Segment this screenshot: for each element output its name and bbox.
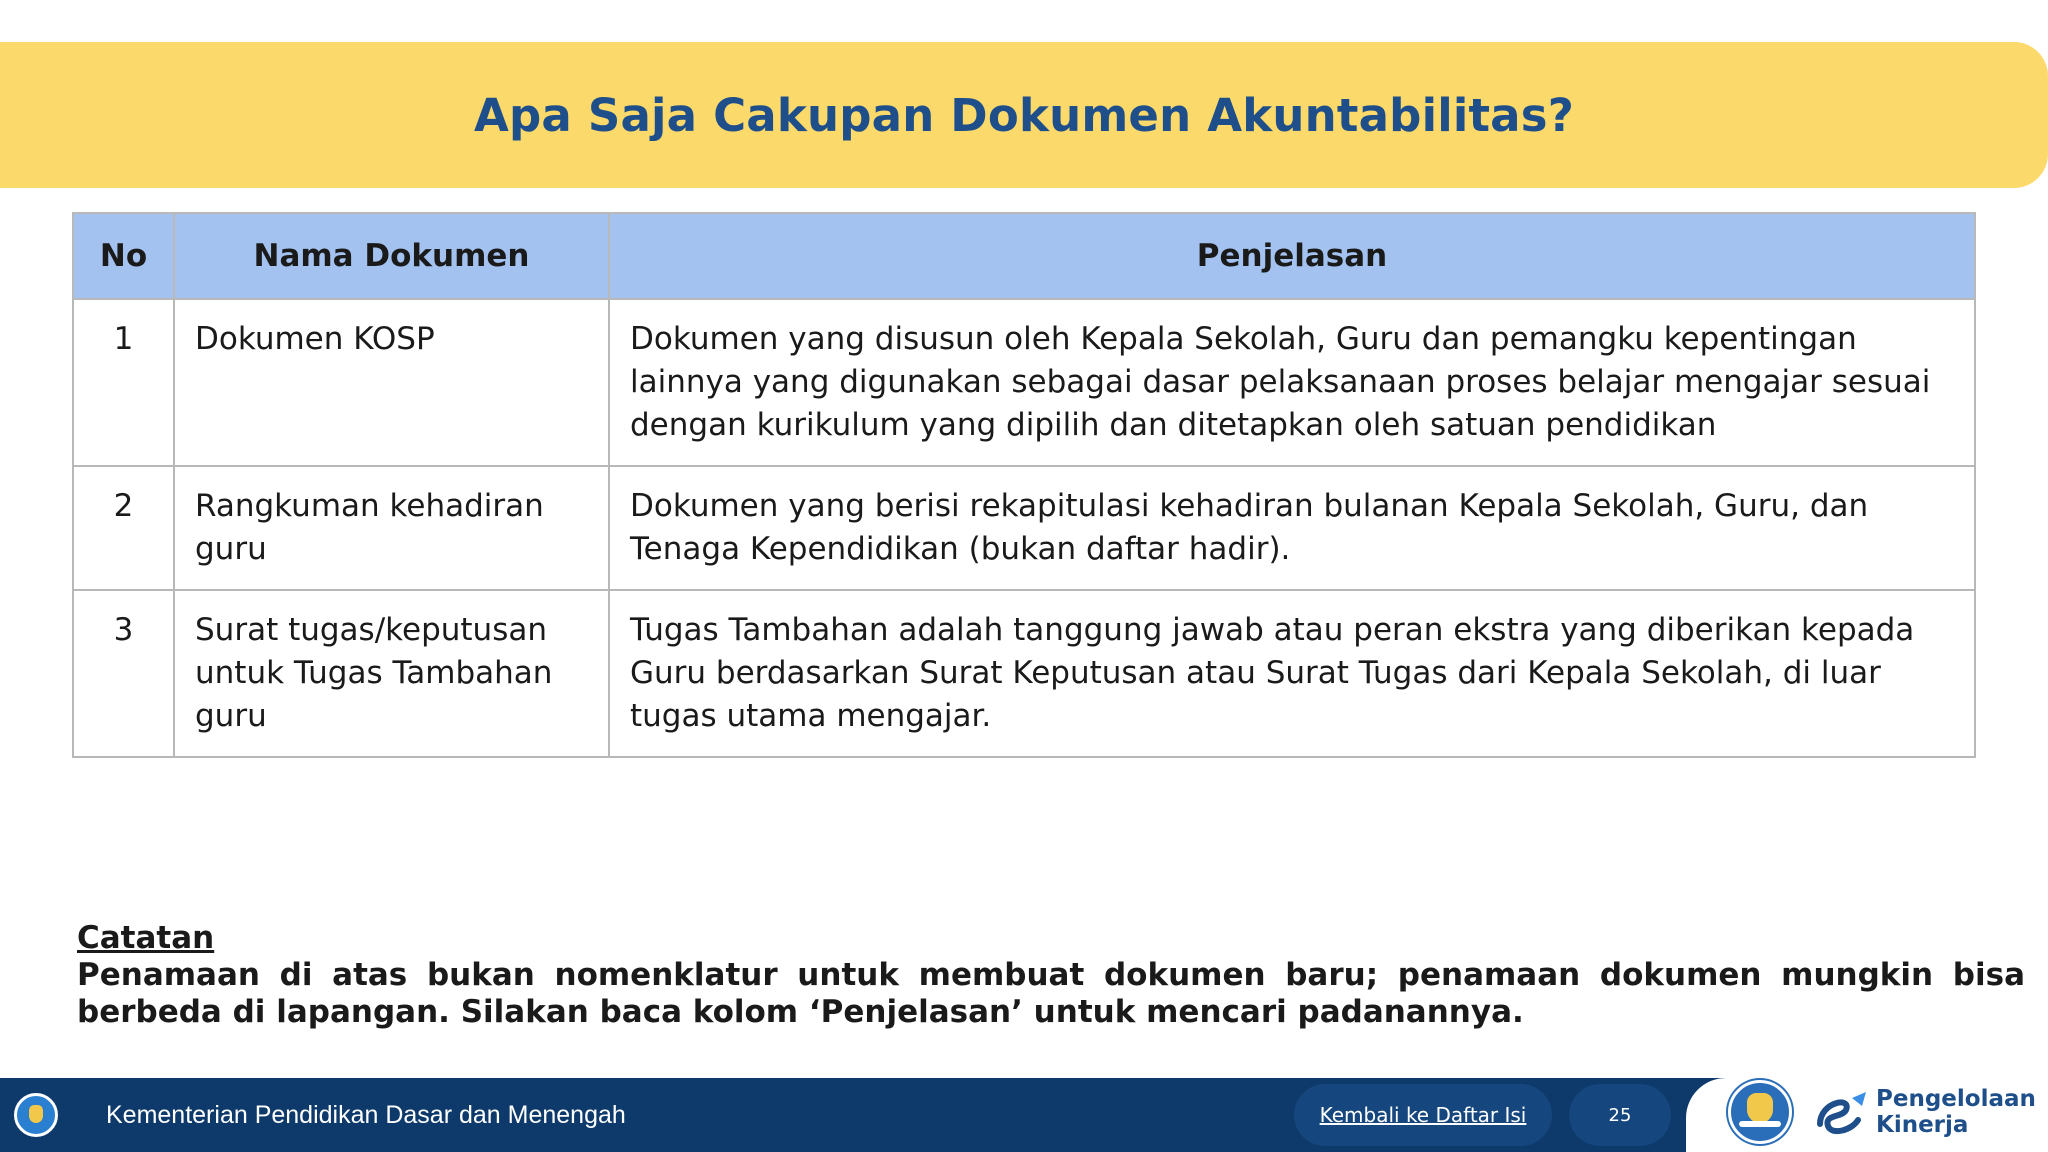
brand-line-2: Kinerja [1876,1112,1969,1138]
brand-line-1: Pengelolaan [1876,1086,2036,1112]
page-number: 25 [1569,1084,1671,1146]
document-name: Dokumen KOSP [174,299,609,466]
footer-logo-panel [1686,1078,2048,1152]
row-number: 2 [73,466,174,590]
table-row [73,299,1975,466]
ministry-logo-icon [14,1093,58,1137]
document-description: Dokumen yang berisi rekapitulasi kehadiran bulanan Kepala Sekolah, Guru, dan Tenaga Kependidikan (bukan daftar hadir). [609,466,1975,590]
row-number: 1 [73,299,174,466]
title-band [0,42,2048,188]
tut-wuri-handayani-icon [1728,1080,1792,1144]
note-title: Catatan [77,920,215,956]
document-name: Rangkuman kehadiran guru [174,466,609,590]
header-no: No [73,213,174,299]
brand-name [1876,1086,2036,1138]
table-row [73,590,1975,757]
document-name: Surat tugas/keputusan untuk Tugas Tambahan guru [174,590,609,757]
note-section [77,920,2025,1031]
ministry-name: Kementerian Pendidikan Dasar dan Menengah [106,1101,626,1129]
table-header-row [73,213,1975,299]
page-title: Apa Saja Cakupan Dokumen Akuntabilitas? [473,88,1575,142]
document-description: Tugas Tambahan adalah tanggung jawab atau peran ekstra yang diberikan kepada Guru berdasarkan Surat Keputusan atau Surat Tugas dari Kepala Sekolah, di luar tugas utama mengajar. [609,590,1975,757]
table-row [73,466,1975,590]
row-number: 3 [73,590,174,757]
back-to-contents-link[interactable]: Kembali ke Daftar Isi [1294,1084,1552,1146]
note-body: Penamaan di atas bukan nomenklatur untuk membuat dokumen baru; penamaan dokumen mungkin bisa berbeda di lapangan. Silakan baca kolom ‘Penjelasan’ untuk mencari padanannya. [77,957,2025,1030]
document-description: Dokumen yang disusun oleh Kepala Sekolah, Guru dan pemangku kepentingan lainnya yang digunakan sebagai dasar pelaksanaan proses belajar mengajar sesuai dengan kurikulum yang dipilih dan ditetapkan oleh satuan pendidikan [609,299,1975,466]
documents-table [72,212,1976,758]
header-desc: Penjelasan [609,213,1975,299]
footer-bar [0,1078,2048,1152]
header-name: Nama Dokumen [174,213,609,299]
pengelolaan-kinerja-logo-icon [1812,1084,1870,1142]
